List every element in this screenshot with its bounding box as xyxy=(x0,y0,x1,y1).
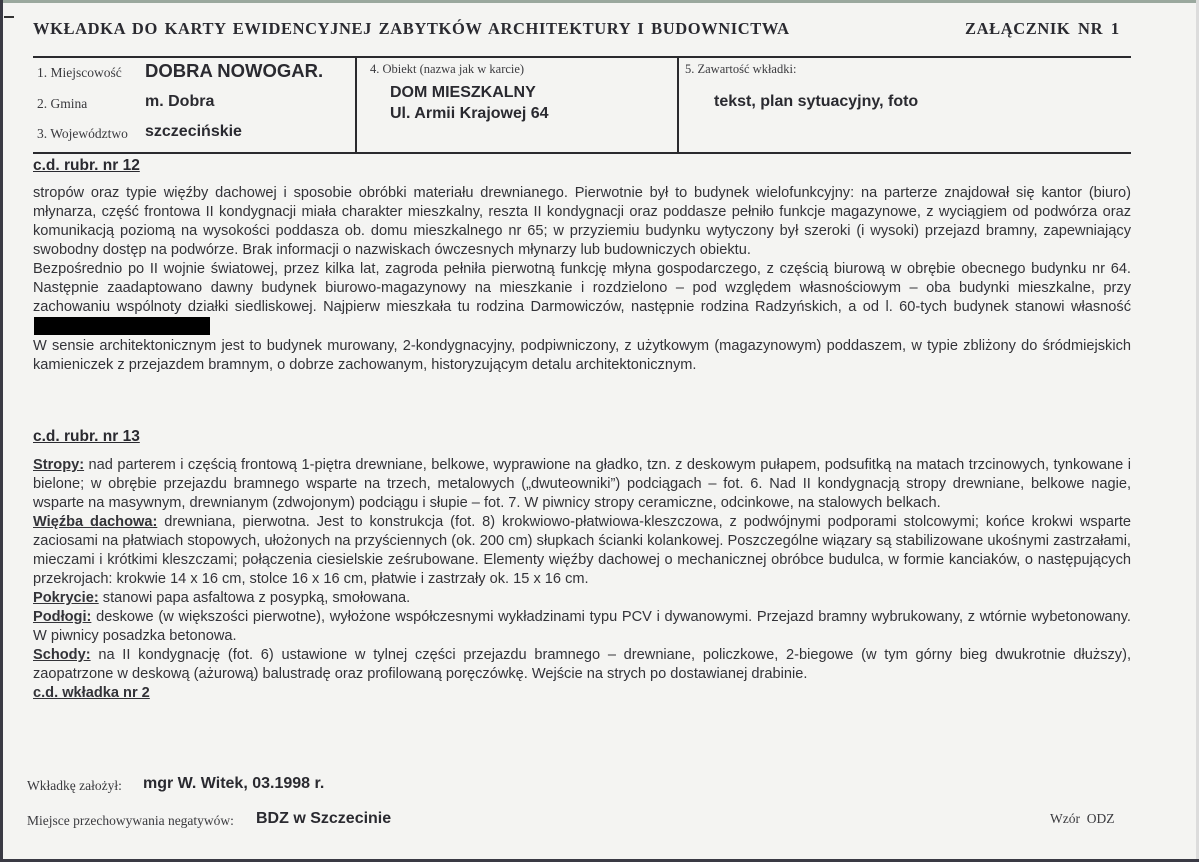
term-schody: Schody: xyxy=(33,647,91,663)
continued-note xyxy=(33,684,1131,703)
voivodeship-label: 3. Województwo xyxy=(37,126,128,141)
author-value: mgr W. Witek, 03.1998 r. xyxy=(143,775,325,792)
text-stropy: nad parterem i częścią frontową 1-piętra drewniane, belkowe, wyprawione na gładko, tzn. z deskowym pułapem, podsufitką na matach trzcinowych, tynkowane i bielone; w obrębie przejazdu bramnego wsparte na trzech, metalowych („dwuteowniki”) podciągach – fot. 6. Nad II kondygnacją stropy drewniane, belkowe nagie, wsparte na masywnym, drewnianym (zdwojonym) podciągu i słupie – fot. 7. W piwnicy stropy ceramiczne, odcinkowe, na stalowych belkach. xyxy=(33,457,1131,511)
section-12-paragraph-1: stropów oraz typie więźby dachowej i sposobie obróbki materiału drewnianego. Pierwotnie był to budynek wielofunkcyjny: na parterze znajdował się kantor (biuro) młynarza, część frontowa II kondygnacji miała charakter mieszkalny, reszta II kondygnacji oraz poddasze pełniło funkcje magazynowe, z wyciągiem od podwórza oraz komunikacją poziomą na wysokości poddasza ob. domu mieszkalnego nr 65; w przyziemiu budynku wytyczony był szeroki (i wysoki) przejazd bramny, zapewniający swobodny dostęp na podwórze. Brak informacji o nazwiskach ówczesnych młynarzy lub budowniczych obiektu. xyxy=(33,185,1131,258)
form-divider-2 xyxy=(677,57,679,153)
form-divider-1 xyxy=(355,57,357,153)
storage-label: Miejsce przechowywania negatywów: xyxy=(27,813,234,828)
term-wiezba: Więźba dachowa: xyxy=(33,514,158,530)
term-pokrycie: Pokrycie: xyxy=(33,590,99,606)
section-12-heading: c.d. rubr. nr 12 xyxy=(33,157,140,174)
object-name: DOM MIESZKALNY xyxy=(390,84,536,101)
term-stropy: Stropy: xyxy=(33,457,85,473)
section-12-paragraph-2-text: Bezpośrednio po II wojnie światowej, przez kilka lat, zagroda pełniła pierwotną funkcję młyna gospodarczego, z częścią biurową w obrębie obecnego budynku nr 64. Następnie zaadaptowano dawny budynek biurowo-magazynowy na mieszkanie i rozdzielono – pod względem własnościowym – oba budynki mieszkalne, przy zachowaniu wspólnoty działki siedliskowej. Najpierw mieszkała tu rodzina Darmowiczów, następnie rodzina Radzyńskich, a od l. 60-tych budynek stanowi własność xyxy=(33,261,1131,315)
text-schody: na II kondygnację (fot. 6) ustawione w tylnej części przejazdu bramnego – drewniane, policzkowe, 2-biegowe (w tym górny bieg dwukrotnie dłuższy), zaopatrzone w deskową (ażurową) balustradę oraz profilowaną poręczówkę. Wejście na strych po dostawianej drabinie. xyxy=(33,647,1131,682)
commune-label: 2. Gmina xyxy=(37,96,88,111)
storage-value: BDZ w Szczecinie xyxy=(256,810,392,827)
annex-number: ZAŁĄCZNIK NR 1 xyxy=(965,19,1120,38)
locality-label: 1. Miejscowość xyxy=(37,65,122,80)
contents-label: 5. Zawartość wkładki: xyxy=(685,62,797,76)
item-pokrycie xyxy=(33,589,1131,608)
text-wiezba: drewniana, pierwotna. Jest to konstrukcja (fot. 8) krokwiowo-płatwiowa-kleszczowa, z podwójnymi podporami stolcowymi; końce krokwi wsparte zaciosami na płatwiach stopowych, ułożonych na przyściennych (ok. 200 cm) słupkach ścianki kolankowej. Poszczególne wiązary są stabilizowane ukośnymi zastrzałami, mieczami i krótkimi kleszczami; połączenia ciesielskie ześrubowane. Elementy więźby dachowej o mechanicznej obróbce budulca, w formie kanciaków, o następujących przekrojach: krokwie 14 x 16 cm, stolce 16 x 16 cm, płatwie i zastrzały ok. 15 x 16 cm. xyxy=(33,514,1131,587)
scan-edge-top xyxy=(0,0,1199,3)
commune-value: m. Dobra xyxy=(145,93,215,110)
item-schody xyxy=(33,646,1131,684)
object-label: 4. Obiekt (nazwa jak w karcie) xyxy=(370,62,525,76)
template-mark: Wzór ODZ xyxy=(1050,811,1115,826)
item-wiezba xyxy=(33,513,1131,589)
form-top-rule xyxy=(33,56,1131,58)
text-pokrycie: stanowi papa asfaltowa z posypką, smołowana. xyxy=(98,590,411,606)
text-podlogi: deskowe (w większości pierwotne), wyłożone współczesnymi wykładzinami typu PCV i dywanowymi. Przejazd bramny wybrukowany, z wtórnie wybetonowany. W piwnicy posadzka betonowa. xyxy=(33,609,1131,644)
object-address: Ul. Armii Krajowej 64 xyxy=(390,105,549,122)
section-13-body xyxy=(33,456,1131,703)
document-title: WKŁADKA DO KARTY EWIDENCYJNEJ ZABYTKÓW ARCHITEKTURY I BUDOWNICTWA xyxy=(33,19,790,38)
section-12-paragraph-2 xyxy=(33,260,1131,337)
term-podlogi: Podłogi: xyxy=(33,609,92,625)
redaction-box xyxy=(34,317,210,335)
section-12-paragraph-3: W sensie architektonicznym jest to budynek murowany, 2-kondygnacyjny, podpiwniczony, z użytkowym (magazynowym) poddaszem, w typie zbliżony do śródmiejskich kamieniczek z przejazdem bramnym, o dobrze zachowanym, historyzującym detalu architektonicznym. xyxy=(33,338,1131,373)
continued-link: c.d. wkładka nr 2 xyxy=(33,685,150,701)
contents-value: tekst, plan sytuacyjny, foto xyxy=(714,93,919,110)
voivodeship-value: szczecińskie xyxy=(145,123,242,140)
item-podlogi xyxy=(33,608,1131,646)
section-13-heading: c.d. rubr. nr 13 xyxy=(33,428,140,445)
author-label: Wkładkę założył: xyxy=(27,778,122,793)
section-12-body xyxy=(33,184,1131,375)
scan-edge-left xyxy=(0,0,3,862)
margin-mark xyxy=(4,16,14,18)
item-stropy xyxy=(33,456,1131,513)
locality-value: DOBRA NOWOGAR. xyxy=(145,60,324,81)
form-bottom-rule xyxy=(33,152,1131,154)
